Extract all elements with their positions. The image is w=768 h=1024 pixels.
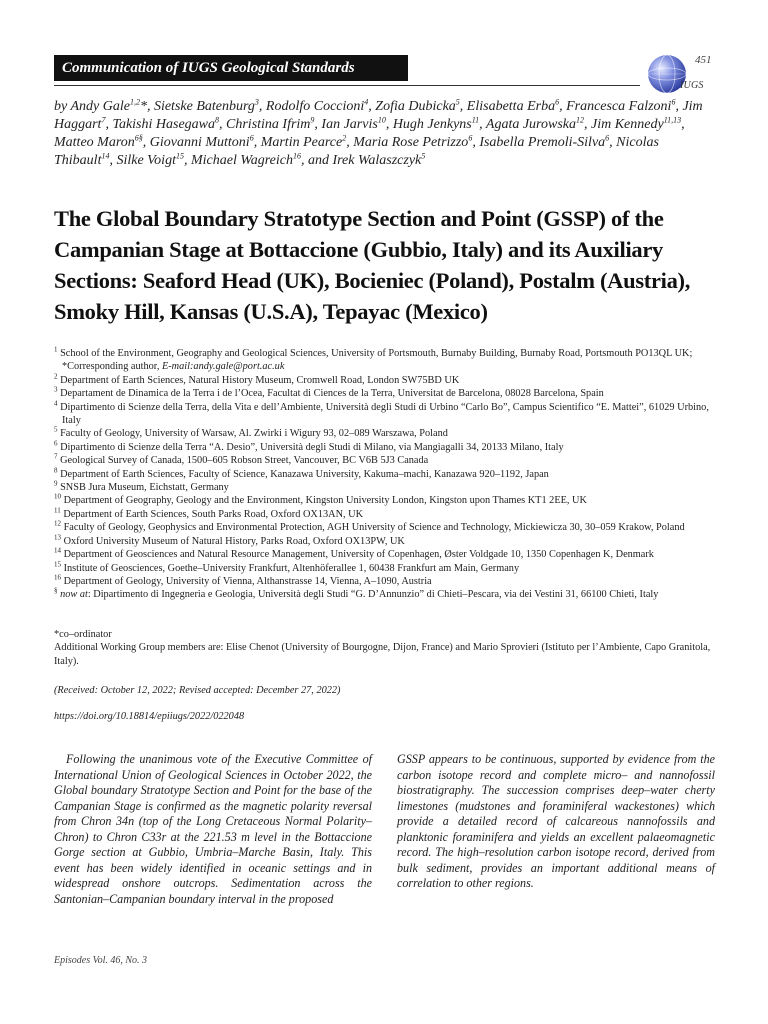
affiliation-item xyxy=(54,481,718,494)
author-name: Andy Gale xyxy=(70,99,130,114)
affiliation-text: : Dipartimento di Ingegneria e Geologia, Università degli Studi “G. D’Annunzio” di Chieti–Pescara, via dei Vestini 31, 66100 Chieti, Italy xyxy=(87,589,659,601)
affiliation-number: 10 xyxy=(54,493,61,502)
affiliation-item xyxy=(54,427,718,440)
author-affiliation-mark: 11,13 xyxy=(663,115,682,125)
coordinator-label: *co–ordinator xyxy=(54,629,112,640)
author-affiliation-mark: 6 xyxy=(249,133,254,143)
affiliation-number: 7 xyxy=(54,452,58,461)
affiliation-text: Department of Earth Sciences, Faculty of Science, Kanazawa University, Kakuma–machi, Kanazawa 920–1192, Japan xyxy=(60,468,549,480)
author-affiliation-mark: 9 xyxy=(310,115,315,125)
author-name: Agata Jurowska xyxy=(485,117,576,132)
author-affiliation-mark: 7 xyxy=(101,115,106,125)
affiliation-number: 4 xyxy=(54,399,58,408)
author-name: Maria Rose Petrizzo xyxy=(353,135,469,150)
affiliation-number: 6 xyxy=(54,439,58,448)
affiliation-text: Oxford University Museum of Natural History, Parks Road, Oxford OX13PW, UK xyxy=(63,535,405,547)
affiliation-text: Department of Earth Sciences, Natural History Museum, Cromwell Road, London SW75BD UK xyxy=(60,374,460,386)
author-affiliation-mark: 5 xyxy=(455,97,460,107)
author-affiliation-mark: 3 xyxy=(254,97,259,107)
affiliation-text: Geological Survey of Canada, 1500–605 Robson Street, Vancouver, BC V6B 5J3 Canada xyxy=(60,455,429,467)
affiliation-number: 5 xyxy=(54,426,58,435)
author-list: by Andy Gale$^{1,2}$*, Sietske Batenburg$^3$, Rodolfo Coccioni$^4$, Zofia Dubicka$^5$, Elisabetta Erba$^6$, Francesca Falzoni$^6$, Jim Haggart$^7$, Takishi Hasegawa$^8$, Christina Ifrim$^9$, Ian Jarvis$^{10}$, Hugh Jenkyns$^{11}$, Agata Jurowska$^{12}$, Jim Kennedy$^{11,13}$, Matteo Maron$^{6\S}$, Giovanni Muttoni$^6$, Martin Pearce$^2$, Maria Rose Petrizzo$^6$, Isabella Premoli-Silva$^6$, Nicolas Thibault$^{14}$, Silke Voigt$^{15}$, Michael Wagreich$^{16}$, and Irek Walaszczyk$^5$ xyxy=(54,97,703,168)
affiliation-text: Institute of Geosciences, Goethe–University Frankfurt, Altenhöferallee 1, 60438 Frankfurt am Main, Germany xyxy=(63,562,520,574)
author-name: Zofia Dubicka xyxy=(375,99,456,114)
affiliation-item xyxy=(54,588,718,601)
author-affiliation-mark: 6 xyxy=(468,133,473,143)
author-affiliation-mark: 16 xyxy=(292,151,301,161)
author-name: Jim Kennedy xyxy=(590,117,664,132)
affiliation-item xyxy=(54,347,718,374)
affiliation-text: Department of Earth Sciences, South Parks Road, Oxford OX13AN, UK xyxy=(63,508,364,520)
author-affiliation-mark: 10 xyxy=(377,115,386,125)
author-name: Nicolas Thibault xyxy=(54,135,659,168)
journal-footer: Episodes Vol. 46, No. 3 xyxy=(54,955,148,966)
received-dates: (Received: October 12, 2022; Revised accepted: December 27, 2022) xyxy=(54,685,341,696)
author-affiliation-mark: 6 xyxy=(555,97,560,107)
author-affiliation-mark: 4 xyxy=(364,97,369,107)
author-name: Ian Jarvis xyxy=(321,117,378,132)
author-name: Francesca Falzoni xyxy=(566,99,672,114)
author-name: Christina Ifrim xyxy=(226,117,311,132)
author-name: Elisabetta Erba xyxy=(466,99,556,114)
author-name: Irek Walaszczyk xyxy=(332,153,422,168)
page-number: 451 xyxy=(695,54,712,66)
affiliation-number: 1 xyxy=(54,345,58,354)
author-name: Takishi Hasegawa xyxy=(112,117,216,132)
author-name: Isabella Premoli-Silva xyxy=(479,135,606,150)
affiliation-text: Dipartimento di Scienze della Terra “A. Desio”, Università degli Studi di Milano, via Mangiagalli 34, 20133 Milano, Italy xyxy=(60,441,564,453)
affiliation-number: 15 xyxy=(54,560,61,569)
affiliation-text: Dipartimento di Scienze della Terra, della Vita e dell’Ambiente, Università degli Studi di Urbino “Carlo Bo”, Campus Scientifico “E. Mattei”, 61029 Urbino, Italy xyxy=(60,401,709,427)
affiliation-text: School of the Environment, Geography and Geological Sciences, University of Portsmouth, Burnaby Building, Burnaby Road, Portsmouth PO13QL UK; *Corresponding author, xyxy=(60,348,693,373)
affiliation-number: § xyxy=(54,586,58,595)
author-affiliation-mark: 6 xyxy=(605,133,610,143)
affiliation-number: 3 xyxy=(54,385,58,394)
coordinator-block xyxy=(54,628,718,668)
affiliation-number: 11 xyxy=(54,506,61,515)
doi-link[interactable]: https://doi.org/10.18814/epiiugs/2022/022048 xyxy=(54,711,245,722)
affiliation-text: Departament de Dinamica de la Terra i de l’Ocea, Facultat di Ciences de la Terra, Universitat de Barcelona, 08028 Barcelona, Spain xyxy=(60,388,604,400)
affiliation-text: SNSB Jura Museum, Eichstatt, Germany xyxy=(60,482,229,494)
author-affiliation-mark: 5 xyxy=(421,151,426,161)
author-name: Martin Pearce xyxy=(260,135,343,150)
affiliation-number: 14 xyxy=(54,546,61,555)
affiliation-item xyxy=(54,494,718,507)
affiliation-item xyxy=(54,508,718,521)
author-prefix: by xyxy=(54,99,71,114)
affiliation-note: now at xyxy=(60,589,88,601)
corresponding-email[interactable]: E-mail:andy.gale@port.ac.uk xyxy=(161,361,285,373)
affiliation-text: Department of Geology, University of Vienna, Althanstrasse 14, Vienna, A–1090, Austria xyxy=(63,575,432,587)
iugs-logo-text: IUGS xyxy=(680,80,704,91)
author-name: Sietske Batenburg xyxy=(153,99,255,114)
affiliation-number: 8 xyxy=(54,466,58,475)
affiliation-item xyxy=(54,575,718,588)
affiliation-number: 16 xyxy=(54,573,61,582)
author-affiliation-mark: 12 xyxy=(575,115,584,125)
affiliation-text: Department of Geosciences and Natural Resource Management, University of Copenhagen, Øster Voldgade 10, 1350 Copenhagen K, Denmark xyxy=(63,549,654,561)
author-affiliation-mark: 6 xyxy=(671,97,676,107)
affiliation-item xyxy=(54,468,718,481)
author-affiliation-mark: 8 xyxy=(215,115,220,125)
author-affiliation-mark: 6§ xyxy=(134,133,143,143)
author-name: Giovanni Muttoni xyxy=(149,135,250,150)
author-name: Matteo Maron xyxy=(54,135,135,150)
author-affiliation-mark: 15 xyxy=(175,151,184,161)
author-name: Hugh Jenkyns xyxy=(392,117,472,132)
affiliation-item xyxy=(54,454,718,467)
author-affiliation-mark: 1,2 xyxy=(129,97,140,107)
author-name: Jim Haggart xyxy=(54,99,703,132)
affiliation-item xyxy=(54,387,718,400)
affiliation-text: Department of Geography, Geology and the Environment, Kingston University London, Kingston upon Thames KT1 2EE, UK xyxy=(63,495,587,507)
abstract-right-column: GSSP appears to be continuous, supported by evidence from the carbon isotope record and complete micro– and nannofossil biostratigraphy. The succession comprises deep–water cherty limestones (mudstones and foraminiferal wackestones) which provide a detailed record of calcareous nannofossils and planktonic foraminifera and yields an excellent palaeomagnetic record. The high–resolution carbon isotope record, derived from bulk sediment, provides an important additional means of correlation to other regions. xyxy=(397,752,715,890)
author-affiliation-mark: 11 xyxy=(471,115,480,125)
author-affiliation-mark: 2 xyxy=(342,133,347,143)
affiliation-item xyxy=(54,401,718,428)
affiliation-item xyxy=(54,521,718,534)
affiliation-text: Faculty of Geology, Geophysics and Environmental Protection, AGH University of Science and Technology, Mickiewicza 30, 30–059 Krakow, Poland xyxy=(63,522,685,534)
abstract-left-column: Following the unanimous vote of the Executive Committee of International Union of Geological Sciences in October 2022, the Global boundary Stratotype Section and Point for the base of the Campanian Stage is confirmed as the magnetic polarity reversal from Chron 34n (top of the Long Cretaceous Normal Polarity–Chron) to Chron C33r at the 221.53 m level in the Bottaccione Gorge section at Gubbio, Umbria–Marche Basin, Italy. This event has been widely identified in oceanic settings and in widespread onshore outcrops. Sedimentation across the Santonian–Campanian boundary interval in the proposed xyxy=(54,752,372,906)
affiliation-item xyxy=(54,374,718,387)
author-name: Michael Wagreich xyxy=(190,153,293,168)
affiliation-number: 9 xyxy=(54,479,58,488)
affiliation-number: 2 xyxy=(54,372,58,381)
article-title: The Global Boundary Stratotype Section and Point (GSSP) of the Campanian Stage at Bottaccione (Gubbio, Italy) and its Auxiliary Sections: Seaford Head (UK), Bocieniec (Poland), Postalm (Austria), Smoky Hill, Kansas (U.S.A), Tepayac (Mexico) xyxy=(54,206,691,324)
affiliation-item xyxy=(54,441,718,454)
affiliation-item xyxy=(54,535,718,548)
author-affiliation-mark: 14 xyxy=(101,151,110,161)
affiliation-item xyxy=(54,562,718,575)
affiliations-list xyxy=(54,347,718,602)
affiliation-number: 13 xyxy=(54,533,61,542)
author-name: Silke Voigt xyxy=(116,153,176,168)
affiliation-text: Faculty of Geology, University of Warsaw, Al. Zwirki i Wigury 93, 02–089 Warszawa, Poland xyxy=(60,428,448,440)
author-name: Rodolfo Coccioni xyxy=(265,99,365,114)
journal-banner: Communication of IUGS Geological Standards xyxy=(54,55,408,81)
affiliation-number: 12 xyxy=(54,519,61,528)
working-group-members: Additional Working Group members are: Elise Chenot (University of Bourgogne, Dijon, France) and Mario Sprovieri (Istituto per l’Ambiente, Capo Granitola, Italy). xyxy=(54,642,711,667)
header-rule xyxy=(54,85,640,86)
affiliation-item xyxy=(54,548,718,561)
